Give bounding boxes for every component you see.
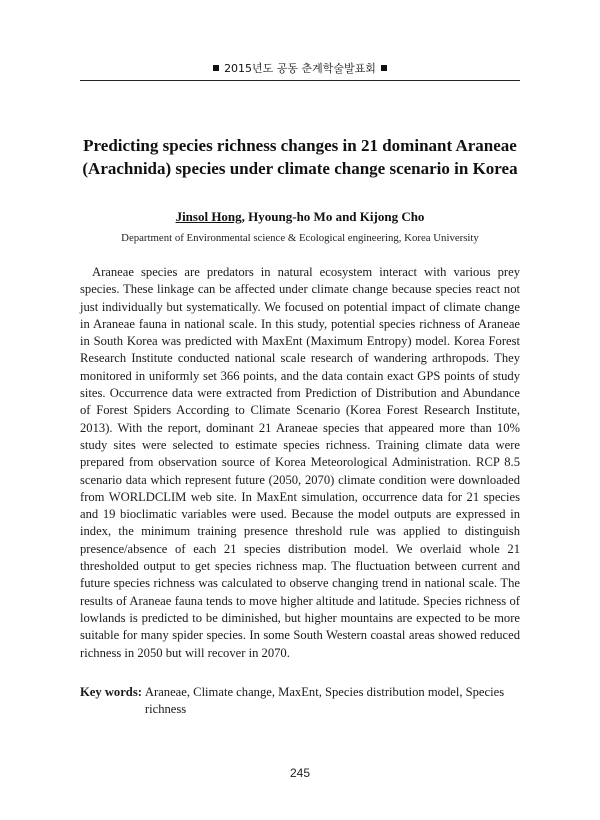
presenting-author: Jinsol Hong bbox=[175, 209, 242, 224]
affiliation: Department of Environmental science & Ecological engineering, Korea University bbox=[121, 232, 479, 244]
keywords-label: Key words: bbox=[80, 685, 142, 699]
abstract-body: Araneae species are predators in natural ecosystem interact with various prey species. These linkage can be affected under climate change because species react not just individually but systematically. We focused on potential impact of climate change in Araneae fauna in national scale. In this study, potential species richness of Araneae in South Korea was predicted with MaxEnt (Maximum Entropy) model. Korea Forest Research Institute conducted national scale research of wandering arthropods. They monitored in uniformly set 366 points, and the data contain exact GPS points of study sites. Occurrence data were extracted from Prediction of Distribution and Abundance of Forest Spiders According to Climate Scenario (Korea Forest Research Institute, 2013). With the report, dominant 21 Araneae species that appeared more than 10% study sites were selected to estimate species richness. Training climate data were prepared from observation source of Korea Meteorological Administration. RCP 8.5 scenario data which represent future (2050, 2070) climate condition were downloaded from WORLDCLIM web site. In MaxEnt simulation, occurrence data for 21 species and 19 bioclimatic variables were used. Because the model outputs are expressed in index, the minimum training presence threshold rule was applied to distinguish presence/absence of each 21 species distribution model. We overlaid whole 21 thresholded output to get species richness map. The fluctuation between current and future species richness was calculated to observe changing trend in national scale. The results of Araneae fauna tends to move higher altitude and latitude. Species richness of lowlands is predicted to be diminished, but higher mountains are expected to be more suitable for many spider species. In some South Western coastal areas showed reduced richness in 2050 but will recover in 2070. bbox=[80, 265, 520, 660]
paper-title: Predicting species richness changes in 21 dominant Araneae (Arachnida) species under climate change scenario in Korea bbox=[82, 136, 518, 178]
page-number: 245 bbox=[289, 766, 311, 780]
header-rule bbox=[80, 80, 520, 81]
conference-name: 2015년도 공동 춘계학술발표회 bbox=[224, 62, 376, 75]
author-line bbox=[80, 208, 520, 225]
square-bullet-icon bbox=[213, 65, 219, 71]
keywords-list: Araneae, Climate change, MaxEnt, Species distribution model, Species richness bbox=[144, 685, 505, 717]
conference-header bbox=[80, 61, 520, 77]
keywords-section bbox=[80, 684, 520, 719]
square-bullet-icon bbox=[381, 65, 387, 71]
co-authors: , Hyoung-ho Mo and Kijong Cho bbox=[241, 209, 425, 224]
